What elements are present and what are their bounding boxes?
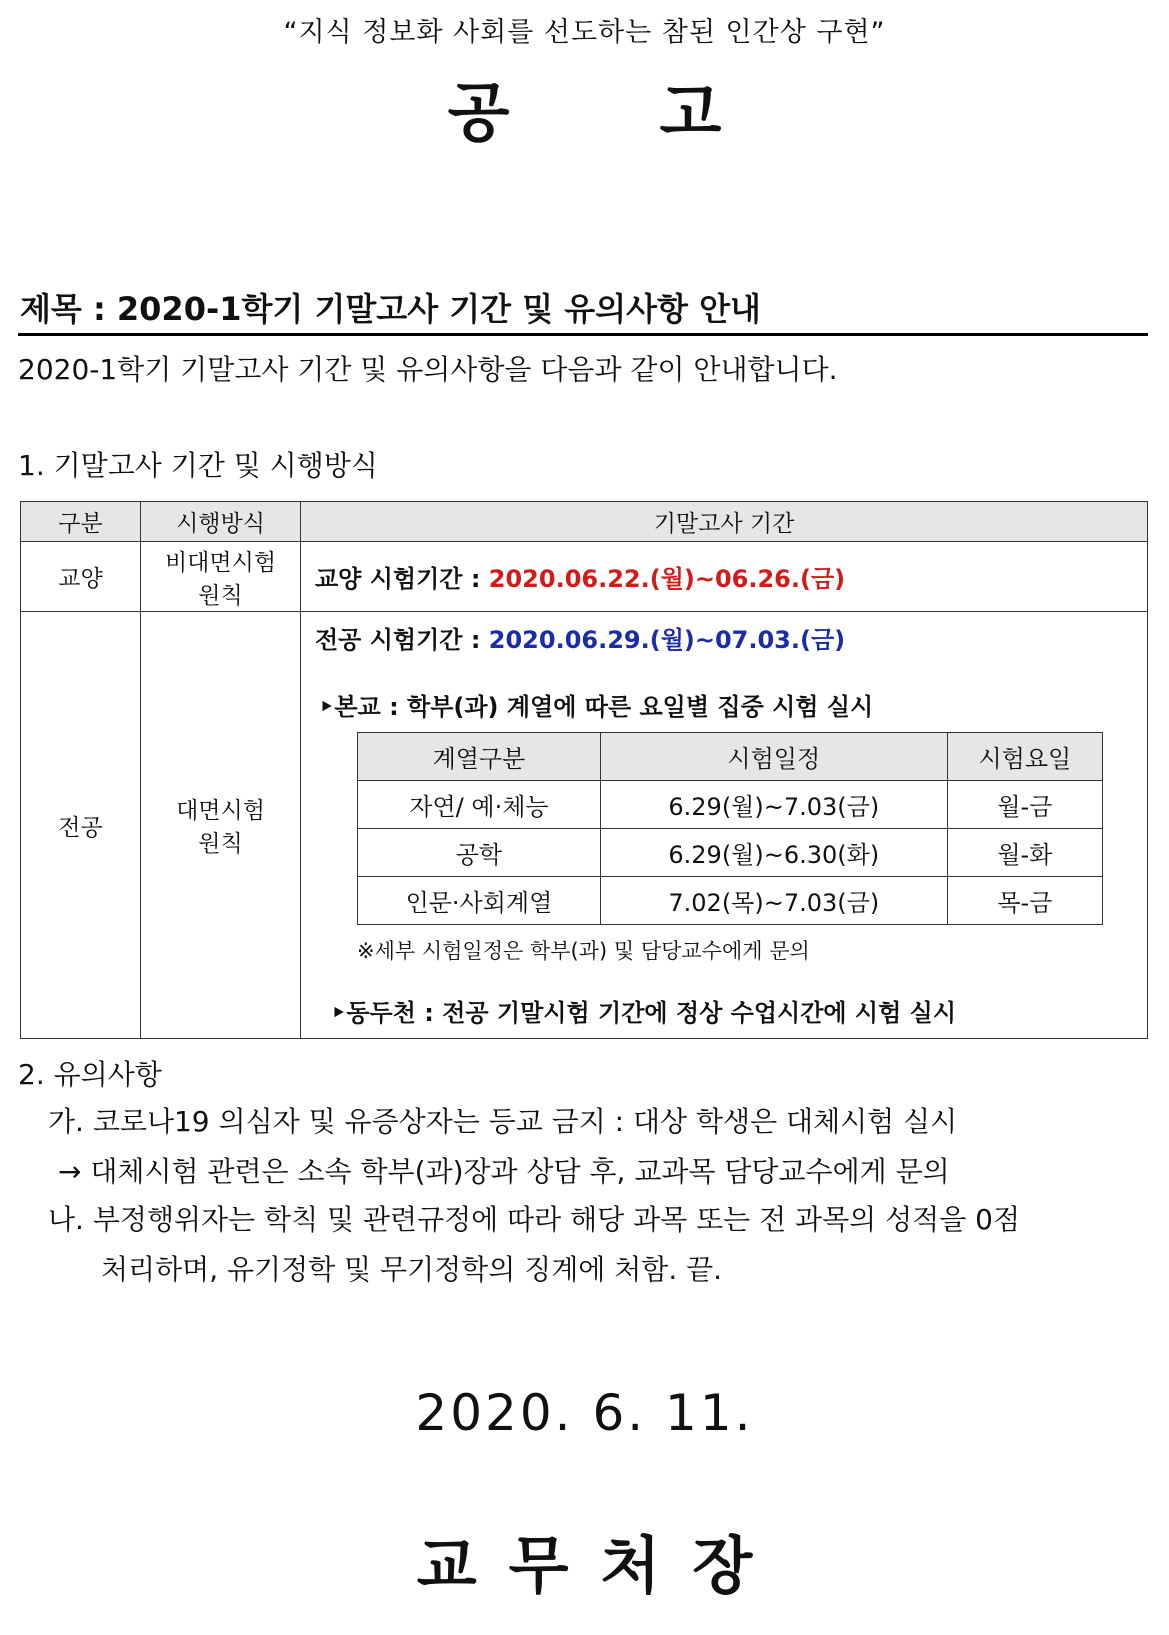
subtable-header-row	[358, 733, 1103, 781]
issuer-char: 무	[508, 1529, 569, 1602]
subtable-cell: 6.29(월)~7.03(금)	[600, 781, 947, 829]
major-schedule-subtable	[357, 732, 1103, 925]
motto: “지식 정보화 사회를 선도하는 참된 인간상 구현”	[283, 17, 886, 48]
notice-item-2-line2: 처리하며, 유기정학 및 무기정학의 징계에 처함. 끝.	[101, 1253, 723, 1286]
table-header-row	[21, 502, 1148, 542]
subtable-cell: 월-화	[947, 829, 1102, 877]
issuer-char: 교	[416, 1529, 477, 1602]
general-method-line1: 비대면시험	[164, 549, 277, 576]
header-period: 기말고사 기간	[301, 502, 1148, 542]
subtable-cell: 6.29(월)~6.30(화)	[600, 829, 947, 877]
table-row	[358, 781, 1103, 829]
subtable-cell: 목-금	[947, 877, 1102, 925]
exam-schedule-table	[20, 501, 1148, 1039]
intro-text: 2020-1학기 기말고사 기간 및 유의사항을 다음과 같이 안내합니다.	[18, 353, 838, 386]
notice-title-char: 공	[447, 77, 510, 151]
general-method-line2: 원칙	[198, 582, 243, 609]
issuer	[0, 1516, 1169, 1605]
notice-title	[0, 62, 1169, 154]
table-row	[358, 829, 1103, 877]
general-period-label: 교양 시험기간 :	[315, 565, 489, 593]
subtable-header-days: 시험요일	[947, 733, 1102, 781]
subtable-cell: 공학	[358, 829, 601, 877]
subtable-header-field: 계열구분	[358, 733, 601, 781]
table-row-general	[21, 542, 1148, 612]
table-row-major	[21, 612, 1148, 1039]
subtable-header-schedule: 시험일정	[600, 733, 947, 781]
subject-divider	[18, 333, 1148, 336]
notice-item-1-sub: → 대체시험 관련은 소속 학부(과)장과 상담 후, 교과목 담당교수에게 문의	[58, 1155, 950, 1188]
table-row	[358, 877, 1103, 925]
major-period-cell	[301, 612, 1148, 1039]
general-period-dates: 2020.06.22.(월)~06.26.(금)	[488, 565, 846, 593]
notice-title-char: 고	[659, 77, 722, 151]
notice-item-2-line1: 나. 부정행위자는 학칙 및 관련규정에 따라 해당 과목 또는 전 과목의 성적을 0점	[48, 1203, 1021, 1236]
subtable-cell: 자연/ 예·체능	[358, 781, 601, 829]
section-2-title: 2. 유의사항	[18, 1058, 162, 1091]
issuer-char: 장	[692, 1529, 753, 1602]
subtable-cell: 월-금	[947, 781, 1102, 829]
general-method	[141, 542, 301, 612]
subtable-cell: 7.02(목)~7.03(금)	[600, 877, 947, 925]
main-campus-line: ‣본교 : 학부(과) 계열에 따른 요일별 집중 시험 실시	[319, 693, 874, 721]
major-period-label: 전공 시험기간 :	[315, 626, 489, 654]
major-method-line2: 원칙	[198, 831, 243, 857]
general-period-cell	[301, 542, 1148, 612]
general-category: 교양	[21, 542, 141, 612]
subject-line: 제목 : 2020-1학기 기말고사 기간 및 유의사항 안내	[20, 290, 761, 328]
header-category: 구분	[21, 502, 141, 542]
notice-item-1: 가. 코로나19 의심자 및 유증상자는 등교 금지 : 대상 학생은 대체시험 실시	[48, 1105, 958, 1138]
section-1-title: 1. 기말고사 기간 및 시행방식	[18, 449, 378, 482]
dongducheon-line: ‣동두천 : 전공 기말시험 기간에 정상 수업시간에 시험 실시	[331, 999, 957, 1027]
major-category: 전공	[21, 612, 141, 1039]
subtable-cell: 인문·사회계열	[358, 877, 601, 925]
schedule-note: ※세부 시험일정은 학부(과) 및 담당교수에게 문의	[357, 939, 810, 963]
major-period-dates: 2020.06.29.(월)~07.03.(금)	[488, 626, 846, 654]
header-method: 시행방식	[141, 502, 301, 542]
issuer-char: 처	[600, 1529, 661, 1602]
major-method	[141, 612, 301, 1039]
major-method-line1: 대면시험	[176, 798, 265, 824]
issue-date: 2020. 6. 11.	[415, 1384, 754, 1442]
